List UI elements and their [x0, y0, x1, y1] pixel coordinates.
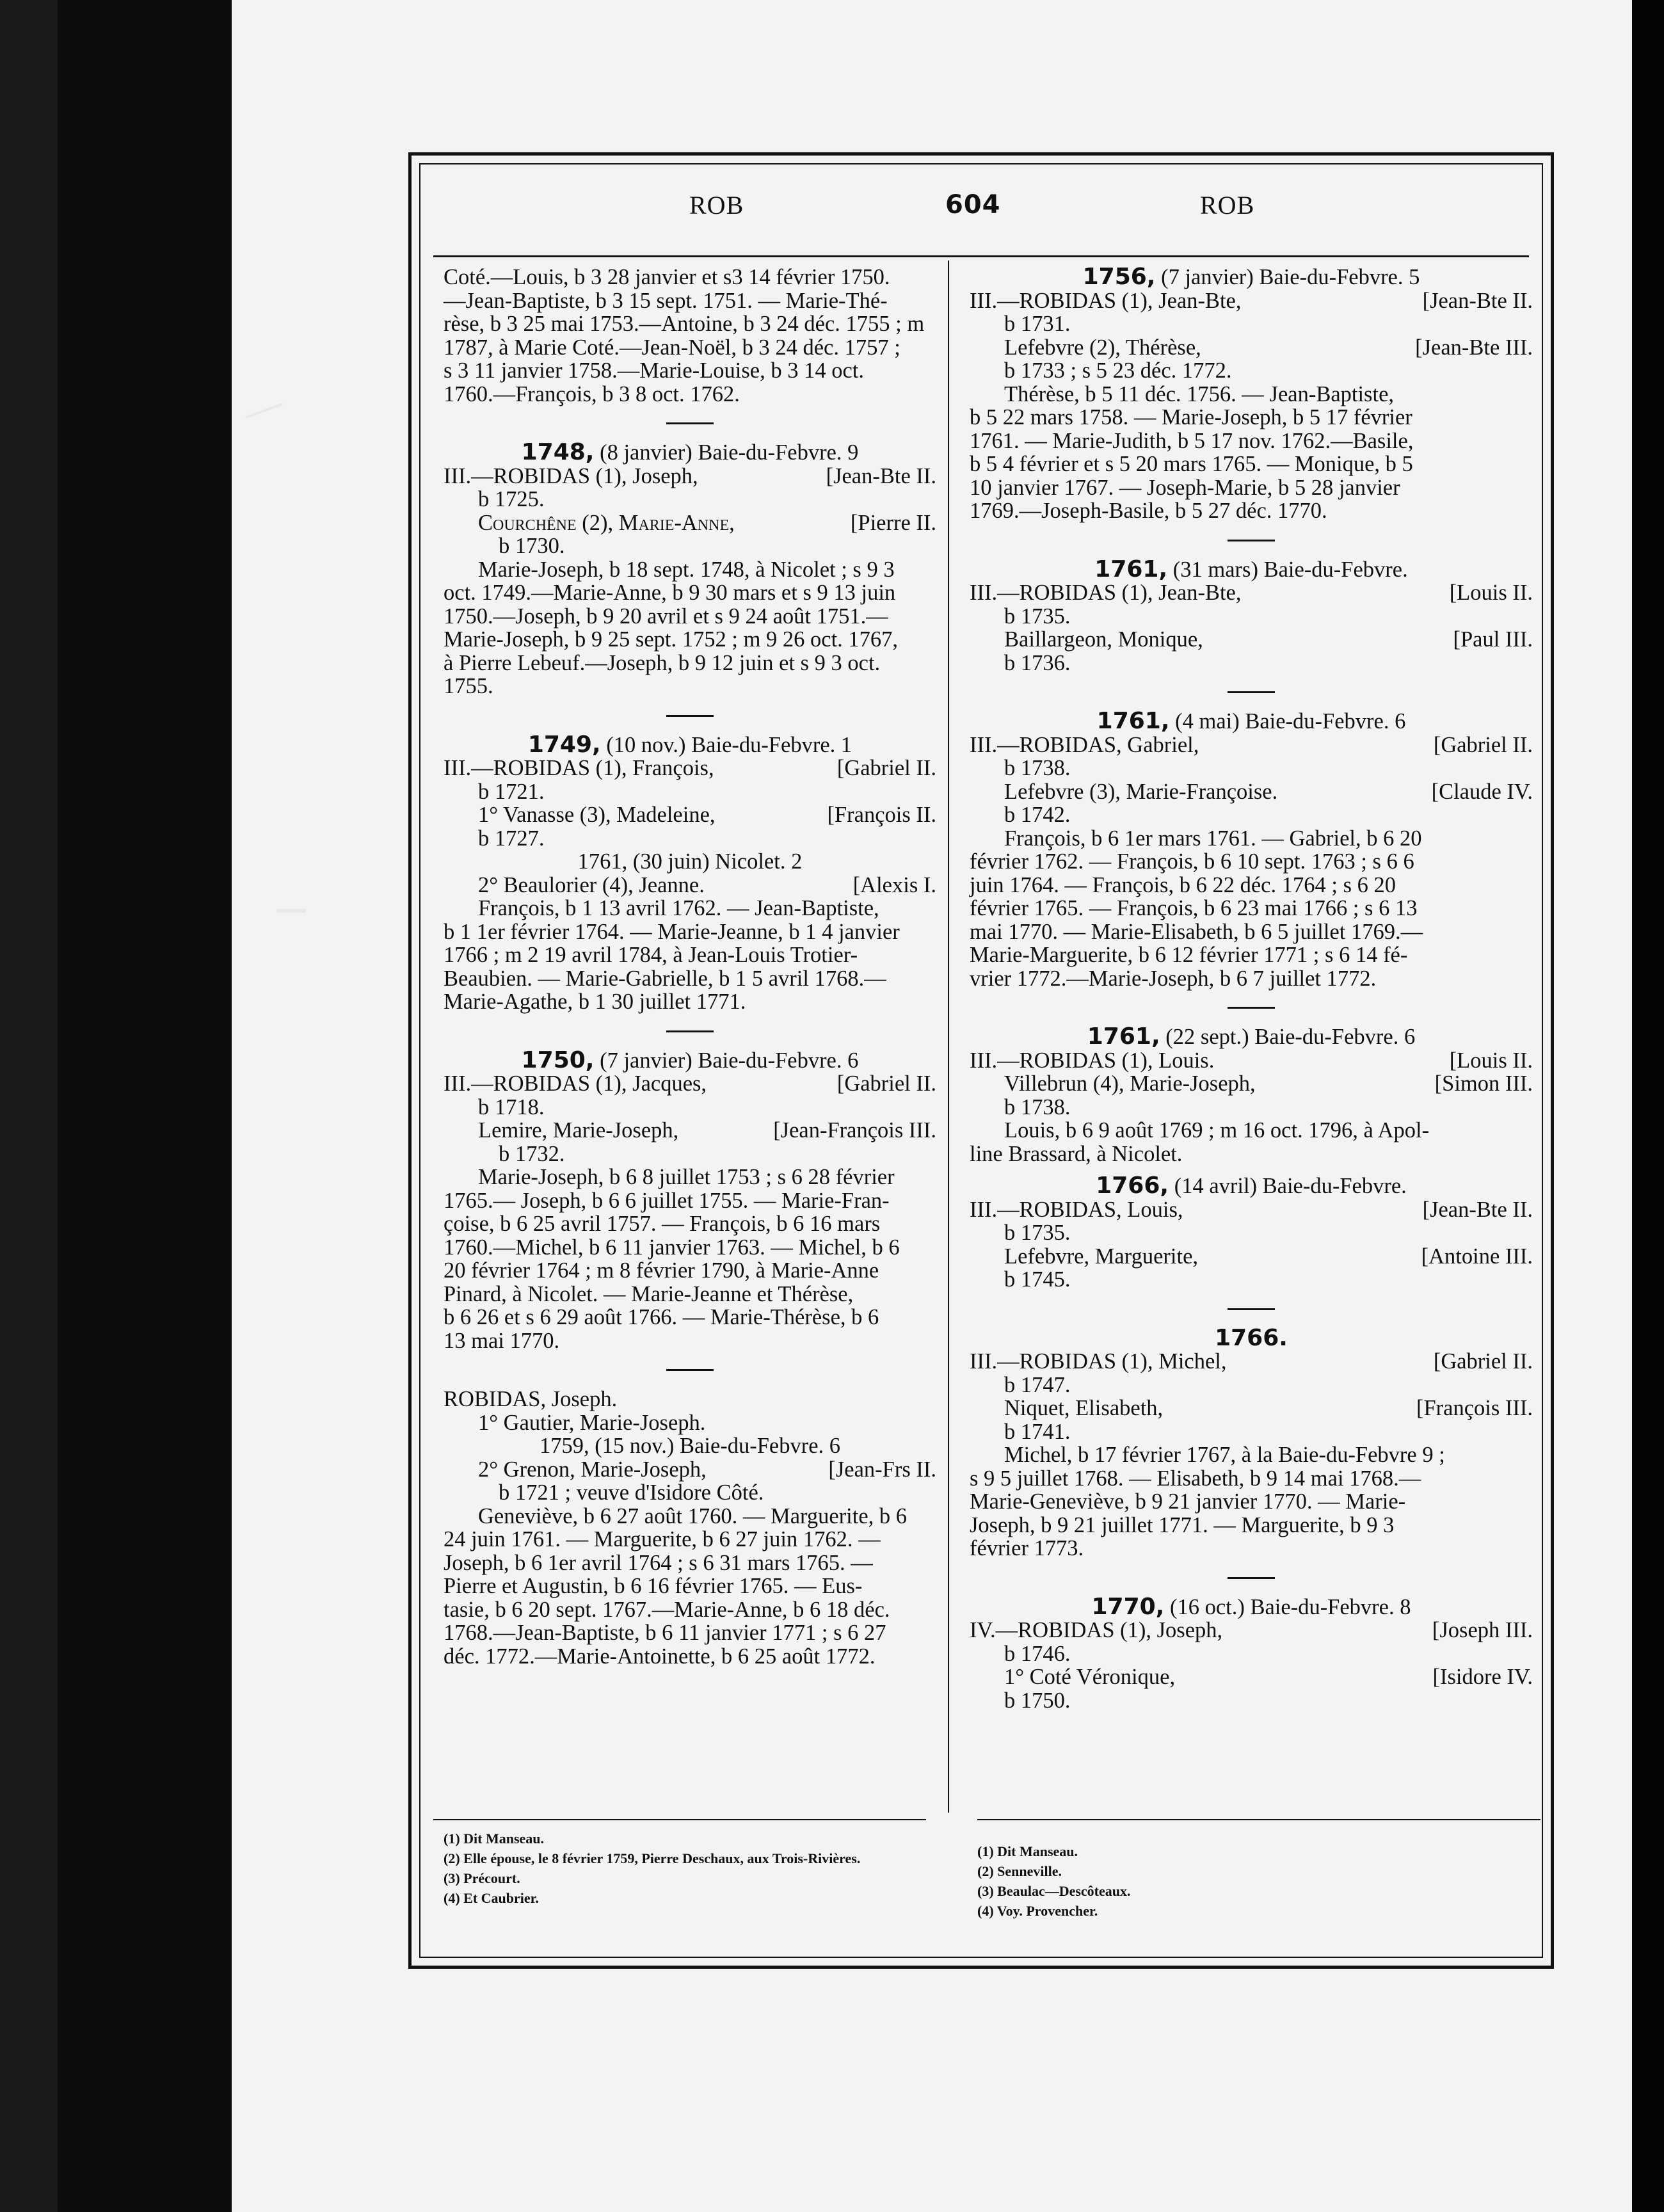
husband-birth: b 1738. [1004, 756, 1071, 780]
husband-birth: b 1721. [478, 779, 545, 804]
wife-birth: b 1736. [1004, 650, 1071, 675]
children-line: Michel, b 17 février 1767, à la Baie-du-Febvre 9 ; [1004, 1443, 1445, 1467]
husband-father: [Gabriel II. [836, 756, 936, 780]
wife-birth: b 1742. [1004, 803, 1071, 827]
children-line: février 1765. — François, b 6 23 mai 1766 ; s 6 13 [970, 896, 1418, 920]
wife-father: [Paul III. [1453, 627, 1533, 652]
husband-line [970, 581, 1533, 605]
wife-birth: b 1750. [1004, 1688, 1071, 1713]
footnote-rule [977, 1819, 1540, 1820]
children-line: février 1773. [970, 1536, 1084, 1560]
children-line: çoise, b 6 25 avril 1757. — François, b 6 16 mars [444, 1212, 881, 1236]
page-frame-inner [419, 163, 1543, 1958]
children-line: Beaubien. — Marie-Gabrielle, b 1 5 avril 1768.— [444, 966, 886, 991]
entry-date-place: (16 oct.) Baie-du-Febvre. 8 [1169, 1594, 1411, 1619]
husband-line [970, 1619, 1533, 1642]
entry-year: 1770, [1091, 1593, 1165, 1620]
wife-father: [François II. [827, 803, 936, 827]
scan-speck [276, 909, 306, 913]
entry-separator [1228, 691, 1275, 693]
scan-speck [245, 403, 282, 419]
entry-date-heading [444, 733, 936, 757]
children-line: Thérèse, b 5 11 déc. 1756. — Jean-Baptiste, [1004, 381, 1395, 406]
wife-line [444, 803, 936, 827]
children-line: 1769.—Joseph-Basile, b 5 27 déc. 1770. [970, 499, 1327, 523]
children-line: Joseph, b 6 1er avril 1764 ; s 6 31 mars 1765. — [444, 1550, 873, 1575]
wife-father: [Pierre II. [850, 510, 936, 535]
children-line: b 5 4 février et s 5 20 mars 1765. — Monique, b 5 [970, 452, 1413, 476]
entry-year: 1761, [1096, 708, 1170, 734]
wife-father: [François III. [1416, 1396, 1533, 1420]
entry-date-heading [444, 1046, 936, 1073]
scan-binding-edge [0, 0, 58, 2212]
husband-birth: b 1725. [478, 487, 545, 511]
wife-birth: b 1732. [499, 1141, 565, 1166]
wife-line [970, 1665, 1533, 1689]
footnote: (3) Précourt. [444, 1870, 520, 1886]
entry-date-place: (22 sept.) Baie-du-Febvre. 6 [1165, 1025, 1416, 1049]
husband-name: III.—ROBIDAS (1), Michel, [970, 1349, 1227, 1374]
text-line: s 3 11 janvier 1758.—Marie-Louise, b 3 14 oct. [444, 358, 864, 383]
wife-father: [Alexis I. [852, 872, 936, 897]
children-line: 20 février 1764 ; m 8 février 1790, à Marie-Anne [444, 1258, 879, 1283]
entry-year: 1749, [527, 731, 601, 758]
husband-name: III.—ROBIDAS, Gabriel, [970, 732, 1199, 757]
running-head-left: ROB [689, 191, 744, 220]
children-line: line Brassard, à Nicolet. [970, 1141, 1183, 1166]
children-line: 13 mai 1770. [444, 1328, 560, 1353]
children-line: Marie-Marguerite, b 6 12 février 1771 ; s 6 14 fé- [970, 943, 1408, 967]
footnotes-right [977, 1841, 1528, 1921]
left-column [444, 266, 936, 1668]
husband-father: [Louis II. [1449, 1048, 1533, 1073]
husband-line [970, 1350, 1533, 1374]
wife-name: 2° Beaulorier (4), Jeanne. [478, 872, 705, 897]
entry-date-place: (14 avril) Baie-du-Febvre. [1174, 1174, 1407, 1198]
children-line: 1766 ; m 2 19 avril 1784, à Jean-Louis Trotier- [444, 943, 858, 967]
entry-date-place: (10 nov.) Baie-du-Febvre. 1 [606, 732, 852, 757]
husband-line [444, 757, 936, 780]
children-line: 1761. — Marie-Judith, b 5 17 nov. 1762.—Basile, [970, 428, 1414, 453]
footnote: (2) Elle épouse, le 8 février 1759, Pierre Deschaux, aux Trois-Rivières. [444, 1850, 861, 1866]
entry-year: 1756, [1082, 264, 1156, 290]
header-rule [433, 255, 1529, 257]
children-line: tasie, b 6 20 sept. 1767.—Marie-Anne, b 6 18 déc. [444, 1597, 890, 1622]
children-line: déc. 1772.—Marie-Antoinette, b 6 25 août 1772. [444, 1644, 876, 1669]
husband-name: III.—ROBIDAS, Louis, [970, 1197, 1183, 1222]
text-line: 1787, à Marie Coté.—Jean-Noël, b 3 24 déc. 1757 ; [444, 335, 900, 360]
wife-line [970, 628, 1533, 652]
children-line: 10 janvier 1767. — Joseph-Marie, b 5 28 janvier [970, 475, 1400, 500]
children-line: 24 juin 1761. — Marguerite, b 6 27 juin 1762. — [444, 1527, 881, 1551]
entry-year: 1750, [521, 1046, 595, 1073]
children-line: Pinard, à Nicolet. — Marie-Jeanne et Thérèse, [444, 1281, 854, 1306]
wife-name: 1° Gautier, Marie-Joseph. [478, 1410, 706, 1435]
children-line: Louis, b 6 9 août 1769 ; m 16 oct. 1796, à Apol- [1004, 1118, 1430, 1142]
husband-birth: b 1718. [478, 1094, 545, 1119]
children-line: s 9 5 juillet 1768. — Elisabeth, b 9 14 mai 1768.— [970, 1466, 1421, 1491]
children-line: Marie-Joseph, b 18 sept. 1748, à Nicolet ; s 9 3 [478, 557, 895, 582]
text-line: —Jean-Baptiste, b 3 15 sept. 1751. — Marie-Thé- [444, 288, 888, 313]
children-line: Marie-Joseph, b 6 8 juillet 1753 ; s 6 28 février [478, 1165, 895, 1189]
husband-birth: b 1746. [1004, 1641, 1071, 1666]
husband-line [970, 1049, 1533, 1073]
children-line: b 5 22 mars 1758. — Marie-Joseph, b 5 17 février [970, 405, 1412, 429]
entry-year: 1748, [521, 439, 595, 465]
wife-birth: b 1741. [1004, 1419, 1071, 1444]
wife-line [970, 1245, 1533, 1269]
entry-separator [1228, 1308, 1275, 1310]
entry-date-heading [970, 710, 1533, 733]
children-line: Marie-Geneviève, b 9 21 janvier 1770. — Marie- [970, 1489, 1406, 1514]
entry-separator [1228, 540, 1275, 541]
children-line: 1760.—Michel, b 6 11 janvier 1763. — Michel, b 6 [444, 1235, 900, 1260]
children-line: oct. 1749.—Marie-Anne, b 9 30 mars et s 9 13 juin [444, 581, 896, 605]
children-line: vrier 1772.—Marie-Joseph, b 6 7 juillet 1772. [970, 966, 1377, 991]
entry-separator [1228, 1577, 1275, 1579]
children-line: février 1762. — François, b 6 10 sept. 1763 ; s 6 6 [970, 849, 1414, 874]
wife-line [444, 874, 936, 897]
children-line: 1768.—Jean-Baptiste, b 6 11 janvier 1771 ; s 6 27 [444, 1621, 886, 1645]
husband-father: [Gabriel II. [1433, 732, 1533, 757]
wife-birth: b 1721 ; veuve d'Isidore Côté. [499, 1480, 764, 1505]
husband-name: IV.—ROBIDAS (1), Joseph, [970, 1618, 1223, 1642]
husband-father: [Gabriel II. [1433, 1349, 1533, 1374]
children-line: Pierre et Augustin, b 6 16 février 1765. — Eus- [444, 1574, 863, 1598]
entry-date-heading [970, 558, 1533, 582]
wife-birth: b 1730. [499, 534, 565, 558]
children-line: Geneviève, b 6 27 août 1760. — Marguerite, b 6 [478, 1503, 908, 1528]
column-divider [948, 260, 949, 1813]
entry-separator [666, 715, 714, 717]
entry-name-heading: ROBIDAS, Joseph. [444, 1387, 618, 1411]
children-line: mai 1770. — Marie-Elisabeth, b 6 5 juillet 1769.— [970, 919, 1423, 944]
wife-name: 2° Grenon, Marie-Joseph, [478, 1457, 707, 1482]
husband-name: III.—ROBIDAS (1), Jean-Bte, [970, 581, 1242, 605]
entry-date-heading [970, 1174, 1533, 1198]
entry-year: 1766, [1096, 1173, 1169, 1199]
wife-father: [Antoine III. [1421, 1244, 1533, 1269]
wife-name: Lefebvre (2), Thérèse, [1004, 335, 1201, 360]
children-line: Marie-Joseph, b 9 25 sept. 1752 ; m 9 26 oct. 1767, [444, 627, 899, 652]
children-line: Joseph, b 9 21 juillet 1771. — Marguerite, b 9 3 [970, 1512, 1395, 1537]
wife-birth: b 1738. [1004, 1094, 1071, 1119]
footnote: (4) Et Caubrier. [444, 1890, 539, 1906]
wife-birth: b 1745. [1004, 1267, 1071, 1292]
wife-father: [Isidore IV. [1432, 1665, 1533, 1689]
footnote: (1) Dit Manseau. [977, 1843, 1078, 1859]
wife-birth: b 1733 ; s 5 23 déc. 1772. [1004, 358, 1232, 383]
husband-line [970, 1198, 1533, 1222]
entry-separator [666, 422, 714, 424]
husband-birth: b 1747. [1004, 1372, 1071, 1397]
husband-birth: b 1731. [1004, 312, 1071, 336]
husband-name: III.—ROBIDAS (1), Louis. [970, 1048, 1215, 1073]
entry-date-heading [970, 1593, 1533, 1620]
children-line: b 6 26 et s 6 29 août 1766. — Marie-Thérèse, b 6 [444, 1305, 879, 1329]
wife-line [970, 780, 1533, 804]
entry-date-heading [970, 266, 1533, 289]
entry-date-heading [970, 1324, 1533, 1351]
wife-line [970, 336, 1533, 360]
husband-name: III.—ROBIDAS (1), Joseph, [444, 463, 698, 488]
entry-separator [666, 1369, 714, 1371]
husband-father: [Joseph III. [1432, 1618, 1533, 1642]
husband-father: [Louis II. [1449, 581, 1533, 605]
husband-father: [Jean-Bte II. [1422, 288, 1533, 313]
page-number: 604 [945, 190, 1001, 220]
wife-father: [Jean-Frs II. [828, 1457, 936, 1482]
children-line: juin 1764. — François, b 6 22 déc. 1764 ; s 6 20 [970, 872, 1396, 897]
children-line: François, b 1 13 avril 1762. — Jean-Baptiste, [478, 896, 879, 920]
footnote: (4) Voy. Provencher. [977, 1903, 1098, 1919]
wife-name: Courchêne (2), Marie-Anne, [478, 510, 735, 535]
wife-line [444, 511, 936, 535]
husband-name: III.—ROBIDAS (1), Jacques, [444, 1071, 707, 1096]
scan-right-edge [1632, 0, 1664, 2212]
entry-date-place: (31 mars) Baie-du-Febvre. [1172, 557, 1408, 582]
wife-line [970, 1397, 1533, 1420]
husband-name: III.—ROBIDAS (1), Jean-Bte, [970, 288, 1242, 313]
wife-father: [Jean-François III. [773, 1118, 936, 1142]
footnote: (3) Beaulac—Descôteaux. [977, 1883, 1131, 1899]
entry-date-heading [444, 441, 936, 465]
footnote-rule [433, 1819, 926, 1820]
entry-date-place: (4 mai) Baie-du-Febvre. 6 [1175, 709, 1406, 733]
husband-birth: b 1735. [1004, 1221, 1071, 1245]
text-line: 1760.—François, b 3 8 oct. 1762. [444, 381, 740, 406]
entry-separator [666, 1030, 714, 1032]
entry-year: 1766. [1215, 1324, 1288, 1351]
second-marriage-date: 1761, (30 juin) Nicolet. 2 [577, 849, 803, 874]
children-line: 1765.— Joseph, b 6 6 juillet 1755. — Marie-Fran- [444, 1188, 890, 1213]
running-head [420, 190, 1542, 228]
husband-line [970, 289, 1533, 313]
wife-name: Niquet, Elisabeth, [1004, 1396, 1164, 1420]
wife-name: Villebrun (4), Marie-Joseph, [1004, 1071, 1256, 1096]
footnotes-left [444, 1829, 930, 1908]
children-line: b 1 1er février 1764. — Marie-Jeanne, b 1 4 janvier [444, 919, 900, 944]
text-line: rèse, b 3 25 mai 1753.—Antoine, b 3 24 déc. 1755 ; m [444, 312, 925, 336]
children-line: Marie-Agathe, b 1 30 juillet 1771. [444, 990, 746, 1014]
entry-date-heading [970, 1025, 1533, 1049]
footnote: (2) Senneville. [977, 1863, 1062, 1879]
wife-name: Lemire, Marie-Joseph, [478, 1118, 679, 1142]
husband-father: [Gabriel II. [836, 1071, 936, 1096]
wife-father: [Claude IV. [1431, 779, 1533, 804]
wife-father: [Simon III. [1434, 1071, 1533, 1096]
children-line: 1750.—Joseph, b 9 20 avril et s 9 24 août 1751.— [444, 604, 888, 629]
wife-name: Lefebvre (3), Marie-Françoise. [1004, 779, 1278, 804]
text-line: Coté.—Louis, b 3 28 janvier et s3 14 février 1750. [444, 265, 890, 289]
entry-year: 1761, [1094, 556, 1168, 582]
husband-father: [Jean-Bte II. [1422, 1197, 1533, 1222]
right-column [970, 266, 1533, 1712]
entry-date-place: (7 janvier) Baie-du-Febvre. 5 [1161, 265, 1420, 289]
wife-father: [Jean-Bte III. [1415, 335, 1533, 360]
wife-name: Lefebvre, Marguerite, [1004, 1244, 1199, 1269]
husband-father: [Jean-Bte II. [826, 463, 936, 488]
running-head-right: ROB [1200, 191, 1255, 220]
husband-name: III.—ROBIDAS (1), François, [444, 756, 714, 780]
husband-line [444, 465, 936, 488]
entry-date-place: (8 janvier) Baie-du-Febvre. 9 [600, 440, 859, 465]
husband-birth: b 1735. [1004, 604, 1071, 629]
page-frame [408, 152, 1554, 1969]
husband-line [970, 733, 1533, 757]
husband-line [444, 1072, 936, 1096]
footnote: (1) Dit Manseau. [444, 1831, 545, 1847]
children-line: à Pierre Lebeuf.—Joseph, b 9 12 juin et s 9 3 oct. [444, 650, 881, 675]
wife-line [444, 1458, 936, 1482]
second-marriage-date: 1759, (15 nov.) Baie-du-Febvre. 6 [539, 1434, 841, 1458]
children-line: 1755. [444, 674, 493, 698]
wife-line [970, 1072, 1533, 1096]
wife-birth: b 1727. [478, 826, 545, 851]
wife-name: 1° Coté Véronique, [1004, 1665, 1176, 1689]
wife-line [444, 1119, 936, 1142]
children-line: François, b 6 1er mars 1761. — Gabriel, b 6 20 [1004, 826, 1422, 851]
entry-separator [1228, 1007, 1275, 1009]
wife-name: Baillargeon, Monique, [1004, 627, 1203, 652]
entry-date-place: (7 janvier) Baie-du-Febvre. 6 [600, 1048, 859, 1073]
entry-year: 1761, [1087, 1023, 1160, 1050]
wife-name: 1° Vanasse (3), Madeleine, [478, 803, 716, 827]
